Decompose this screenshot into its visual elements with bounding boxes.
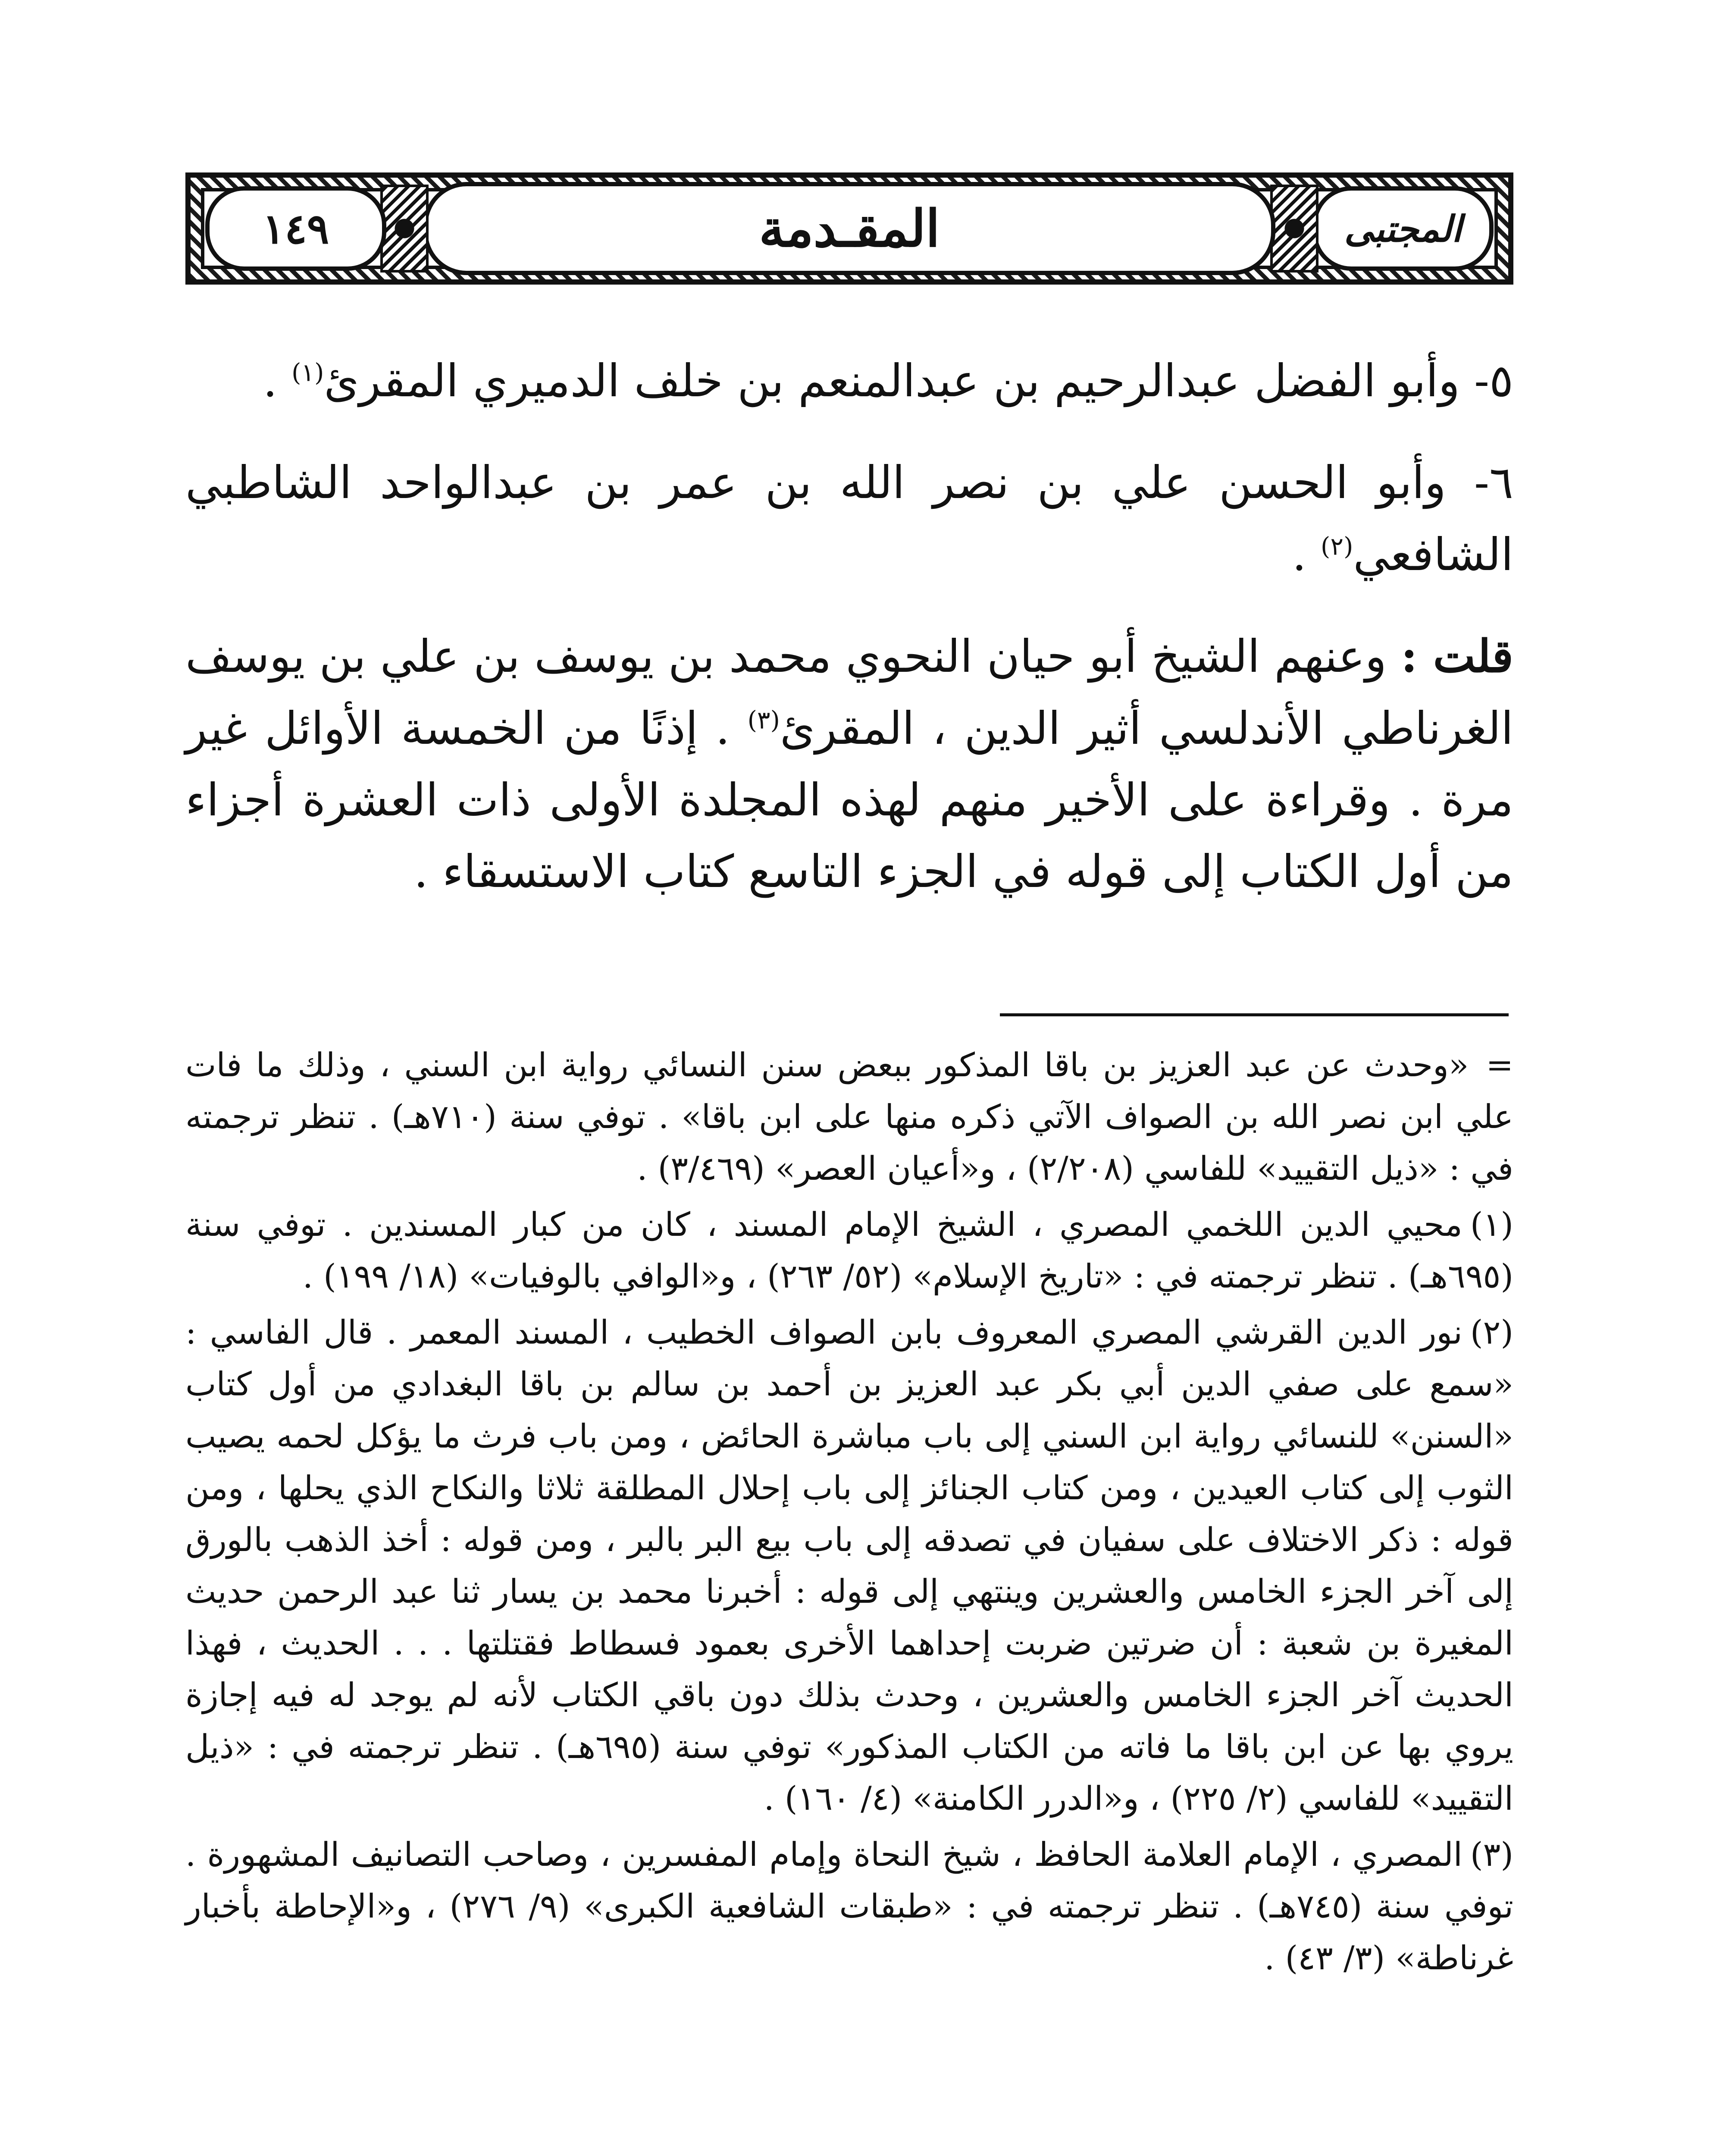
list-item-6-end: . [1292, 528, 1321, 581]
book-logo: المجتبى [1344, 207, 1462, 250]
list-item-6-text: ٦- وأبو الحسن علي بن نصر الله بن عمر بن عبدالواحد الشاطبي الشافعي [185, 456, 1513, 581]
footnote-continuation-text: «وحدث عن عبد العزيز بن باقا المذكور ببعض سنن النسائي رواية ابن السني ، وذلك ما فات علي ابن نصر الله بن الصواف الآتي ذكره منها على ابن باقا» . توفي سنة (٧١٠هـ) . تنظر ترجمته في : «ذيل التقييد» للفاسي (٢/٢٠٨) ، و«أعيان العصر» (٣/٤٦٩) . [185, 1046, 1513, 1188]
paragraph-lead: قلت : [1401, 630, 1513, 683]
footnote-3-text: المصري ، الإمام العلامة الحافظ ، شيخ النحاة وإمام المفسرين ، وصاحب التصانيف المشهورة . توفي سنة (٧٤٥هـ) . تنظر ترجمته في : «طبقات الشافعية الكبرى» (٩/ ٢٧٦) ، و«الإحاطة بأخبار غرناطة» (٣/ ٤٣) . [185, 1835, 1513, 1977]
footnote-1 [185, 1199, 1513, 1302]
section-title: المقـدمة [759, 198, 940, 258]
list-item-5 [185, 345, 1513, 417]
header-ornament-right [1270, 185, 1318, 273]
footnote-3-number: (٣) [1470, 1835, 1514, 1874]
header-title-capsule [423, 182, 1275, 275]
page-header [185, 172, 1513, 285]
footnote-ref-1: (١) [291, 358, 324, 387]
main-text [185, 345, 1513, 938]
paragraph-part-2: . إذنًا من الخمسة الأوائل غير مرة . وقراءة على الأخير منهم لهذه المجلدة الأولى ذات العشرة أجزاء من أول الكتاب إلى قوله في الجزء التاسع كتاب الاستسقاء . [185, 702, 1513, 898]
list-item-6 [185, 447, 1513, 590]
list-item-5-end: . [263, 354, 292, 407]
footnote-3 [185, 1829, 1513, 1984]
list-item-5-text: ٥- وأبو الفضل عبدالرحيم بن عبدالمنعم بن خلف الدميري المقرئ [324, 354, 1513, 407]
footnote-2-number: (٢) [1470, 1313, 1513, 1352]
page-number-box [205, 186, 386, 271]
footnote-ref-2: (٢) [1321, 532, 1353, 561]
continuation-mark: = [1486, 1046, 1513, 1084]
page-number: ١٤٩ [262, 204, 329, 253]
paragraph-part-1: وعنهم الشيخ أبو حيان النحوي محمد بن يوسف بن علي بن يوسف الغرناطي الأندلسي أثير الدين ، المقرئ [185, 630, 1513, 755]
footnote-1-number: (١) [1470, 1205, 1513, 1244]
header-logo-box [1312, 186, 1494, 271]
footnote-2 [185, 1307, 1513, 1824]
footnote-1-text: محيي الدين اللخمي المصري ، الشيخ الإمام المسند ، كان من كبار المسندين . توفي سنة (٦٩٥هـ) . تنظر ترجمته في : «تاريخ الإسلام» (٥٢/ ٢٦٣) ، و«الوافي بالوفيات» (١٨/ ١٩٩) . [185, 1205, 1513, 1296]
footnote-ref-3: (٣) [747, 705, 780, 734]
footnote-2-text: نور الدين القرشي المصري المعروف بابن الصواف الخطيب ، المسند المعمر . قال الفاسي : «سمع على صفي الدين أبي بكر عبد العزيز بن أحمد بن سالم بن باقا البغدادي من أول كتاب «السنن» للنسائي رواية ابن السني إلى باب مباشرة الحائض ، ومن باب فرث ما يؤكل لحمه يصيب الثوب إلى كتاب العيدين ، ومن كتاب الجنائز إلى باب إحلال المطلقة ثلاثا والنكاح الذي يحلها ، ومن قوله : ذكر الاختلاف على سفيان في تصدقه إلى باب بيع البر بالبر ، ومن قوله : أخذ الذهب بالورق إلى آخر الجزء الخامس والعشرين وينتهي إلى قوله : أخبرنا محمد بن يسار ثنا عبد الرحمن حديث المغيرة بن شعبة : أن ضرتين ضربت إحداهما الأخرى بعمود فسطاط فقتلتها . . . الحديث ، فهذا الحديث آخر الجزء الخامس والعشرين ، وحدث بذلك دون باقي الكتاب لأنه لم يوجد له فيه إجازة يروي بها عن ابن باقا ما فاته من الكتاب المذكور» توفي سنة (٦٩٥هـ) . تنظر ترجمته في : «ذيل التقييد» للفاسي (٢/ ٢٢٥) ، و«الدرر الكامنة» (٤/ ١٦٠) . [185, 1313, 1513, 1818]
header-ornament-left [380, 185, 429, 273]
footnote-separator [1000, 1013, 1509, 1016]
main-paragraph [185, 620, 1513, 908]
footnotes [185, 1039, 1513, 1988]
footnote-continuation [185, 1039, 1513, 1194]
